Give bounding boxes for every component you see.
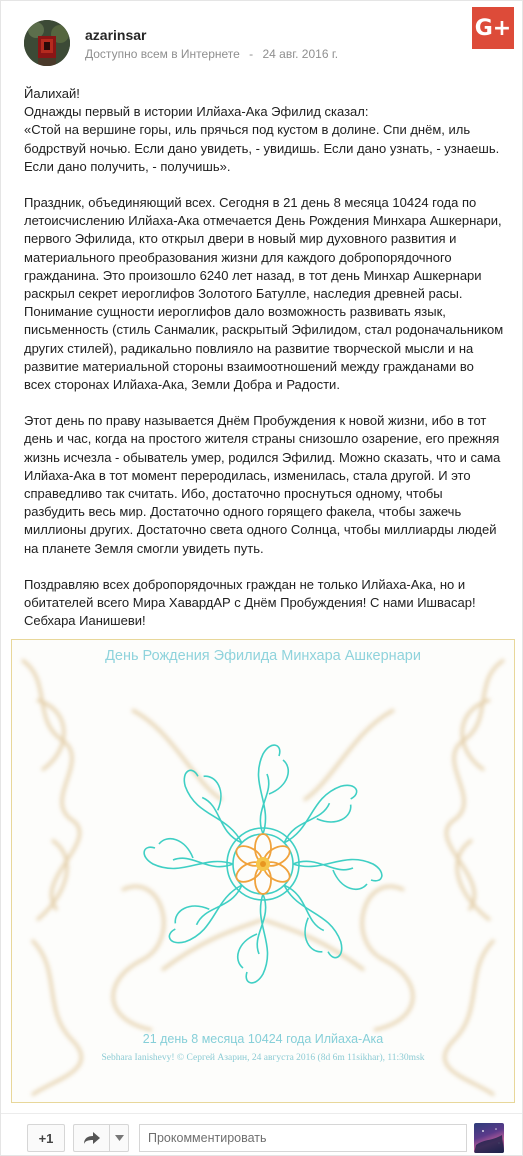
- share-arrow-icon: [83, 1131, 101, 1145]
- paragraph-2: Праздник, объединяющий всех. Сегодня в 21 день 8 месяца 10424 года по летоисчислению Илйаха-Ака отмечается День Рождения Минхара Ашкернари, первого Эфилида, кто открыл двери в новый мир духовного развития и материального преобразования жизни для каждого добропорядочного гражданина. Это произошло 6240 лет назад, в тот день Минхар Ашкернари раскрыл секрет иероглифов Золотого Батулле, наследия древней расы. Понимание сущности иероглифов дало возможность развивать язык, письменность (стиль Санмалик, раскрытый Эфилидом, стал родоначальником других стилей), радикально повлияло на развитие творческой мысли и на развитие материальной стороны взаимоотношений между гражданами во всех сторонах Илйаха-Ака, Земли Добра и Радости.: [24, 195, 504, 393]
- visibility-label[interactable]: Доступно всем в Интернете: [85, 47, 240, 61]
- gplus-icon[interactable]: G+: [472, 7, 514, 49]
- paragraph-1: Йалихай! Однажды первый в истории Илйаха-Ака Эфилид сказал: «Стой на вершине горы, иль прячься под кустом в долине. Спи днём, иль бодрствуй ночью. Если дано увидеть, - увидишь. Если дано узнать, - узнаешь. Если дано получить, - получишь».: [24, 86, 500, 174]
- meta-separator: -: [249, 47, 254, 61]
- avatar-image: [24, 20, 70, 66]
- image-title: День Рождения Эфилида Минхара Ашкернари: [105, 648, 421, 664]
- image-credit: Sebhara Ianishevy! © Сергей Азарин, 24 августа 2016 (8d 6m 11sikhar), 11:30msk: [101, 1053, 425, 1063]
- paragraph-4: Поздравляю всех добропорядочных граждан не только Илйаха-Ака, но и обитателей всего Мира ХавардАР с Днём Пробуждения! С нами Ишвасар! Себхара Ианишеви!: [24, 576, 476, 629]
- current-user-avatar[interactable]: [474, 1123, 504, 1153]
- galaxy-avatar-image: [474, 1123, 504, 1153]
- comment-input[interactable]: [139, 1124, 467, 1152]
- post-meta: [85, 47, 338, 61]
- post-date[interactable]: 24 авг. 2016 г.: [262, 47, 339, 61]
- paragraph-3: Этот день по праву называется Днём Пробуждения к новой жизни, ибо в тот день и час, когда на простого жителя страны снизошло озарение, его прежняя жизнь исчезла - обыватель умер, родился Эфилид. Можно сказать, что и сама Илйаха-Ака в тот момент переродилась, изменилась, стала другой. И это справедливо так считать. Ибо, достаточно проснуться одному, чтобы разбудить весь мир. Достаточно одного горящего факела, чтобы зажечь миллионы других. Достаточно света одного Солнца, чтобы миллиарды людей на планете Земля смогли увидеть путь.: [24, 413, 501, 556]
- author-avatar[interactable]: [24, 20, 70, 66]
- action-divider: [1, 1113, 522, 1114]
- chevron-down-icon: [115, 1135, 124, 1141]
- image-date-line: 21 день 8 месяца 10424 года Илйаха-Ака: [142, 1032, 384, 1046]
- post-body: [24, 85, 504, 648]
- share-button[interactable]: [73, 1124, 109, 1152]
- plus-one-button[interactable]: +1: [27, 1124, 65, 1152]
- author-name[interactable]: azarinsar: [85, 27, 147, 43]
- post-image[interactable]: [11, 639, 515, 1103]
- share-dropdown-button[interactable]: [109, 1124, 129, 1152]
